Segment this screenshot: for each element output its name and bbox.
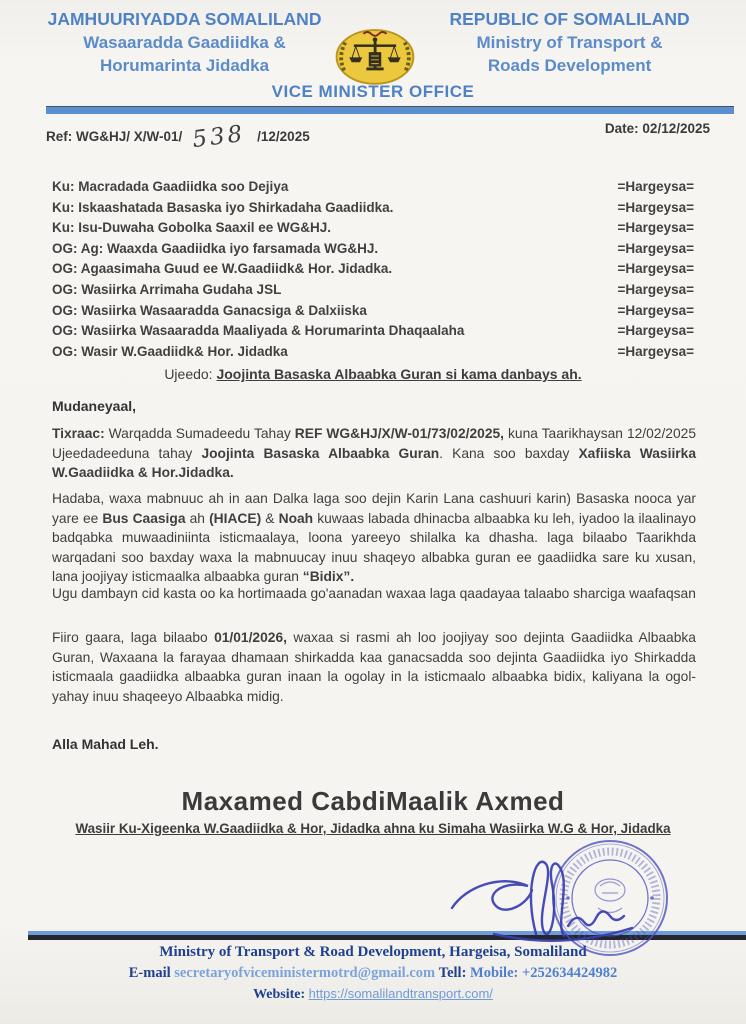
subject-text: Joojinta Basaska Albaabka Guran si kama danbays ah.	[216, 366, 582, 382]
recipient-location: =Hargeysa=	[617, 199, 694, 215]
text-segment: Noah	[278, 510, 314, 526]
recipient-list	[52, 177, 694, 362]
ref-prefix: Ref: WG&HJ/ X/W-01/	[46, 129, 183, 144]
recipient-label: OG: Wasir W.Gaadiidk& Hor. Jidadka	[52, 343, 288, 359]
signature-icon	[452, 862, 632, 941]
recipient-label: Ku: Macradada Gaadiidka soo Dejiya	[52, 179, 289, 194]
text-segment: waxaa si rasmi ah loo joojiyay soo dejinta Gaadiidka Albaabka Guran, Waxaana la farayaa dhamaan shirkadda kaa ganacsadda soo dejinta Gaadiidka iyo Shirkadda isticmaala gaadiidka albaabka guran inaan la ogolay in la isticmaalo albaabka bidix, kaliyana la ogol-yahay inuu shaqeeyo Albaabka midig.	[52, 630, 696, 704]
recipient-row	[52, 280, 694, 301]
recipient-location: =Hargeysa=	[617, 302, 694, 318]
letter-date: Date: 02/12/2025	[604, 121, 710, 136]
text-segment: (HIACE)	[209, 510, 262, 526]
salutation: Mudaneyaal,	[52, 398, 137, 414]
subject-line	[0, 366, 746, 382]
recipient-location: =Hargeysa=	[617, 281, 694, 297]
paragraph-warning: Ugu dambayn cid kasta oo ka hortimaada go'aanadan waxaa laga qaadayaa talaabo sharciga waafaqsan	[52, 586, 696, 601]
tell-label: Tell:	[438, 965, 467, 981]
recipient-row	[52, 321, 694, 342]
ministry-line1-english: Ministry of Transport &	[476, 32, 663, 52]
subject-label: Ujeedo:	[164, 366, 213, 382]
ref-suffix: /12/2025	[257, 129, 310, 144]
text-segment: Joojinta Basaska Albaabka Guran	[201, 445, 440, 461]
paragraph-reference	[52, 424, 696, 483]
recipient-row	[52, 259, 694, 280]
ref-date-row	[46, 120, 710, 154]
signatory-title: Wasiir Ku-Xigeenka W.Gaadiidka & Hor, Jidadka ahna ku Simaha Wasiirka W.G & Hor, Jidadka	[75, 821, 671, 836]
text-segment: Hadaba, waxa mabnuuc ah in aan Dalka laga soo dejin Karin Lana cashuuri karin) Basaska nooca yar yare ee	[52, 491, 696, 526]
recipient-location: =Hargeysa=	[617, 261, 694, 277]
recipient-label: OG: Wasiirka Arrimaha Gudaha JSL	[52, 281, 282, 297]
recipient-row	[52, 301, 694, 322]
letterhead-english-block	[423, 8, 716, 78]
ref-handwritten-number: 538	[191, 120, 247, 154]
recipient-label: OG: Wasiirka Wasaaradda Ganacsiga & Dalxiiska	[52, 302, 367, 318]
text-segment: kuwaas labada dhinacba albaabka ku leh, iyadoo la ilaalinayo badqabka muwaadiniinta isticmaalaya, loona yareeyo shilalka ka dhasha. laga bilaabo Taarikhda warqadani soo baxday waxa la mabnuucay inuu shaqeyo albabka guran ee gaadiidka sare ku xusan, lana joojiyay isticmaalka albaabka guran	[52, 510, 697, 585]
recipient-location: =Hargeysa=	[617, 323, 694, 339]
recipient-row	[52, 239, 694, 260]
recipient-row	[52, 218, 694, 239]
recipient-label: Ku: Isu-Duwaha Gobolka Saaxil ee WG&HJ.	[52, 220, 332, 236]
recipient-location: =Hargeysa=	[617, 343, 694, 359]
letterhead	[42, 8, 716, 90]
text-segment: “Bidix”.	[302, 569, 355, 585]
signatory-name: Maxamed CabdiMaalik Axmed	[181, 786, 565, 816]
text-segment: Tixraac:	[52, 426, 105, 441]
recipient-label: Ku: Iskaashatada Basaska iyo Shirkadaha Gaadiidka.	[52, 199, 394, 215]
text-segment: ah	[185, 510, 210, 526]
text-segment: kuna Taarikhaysan 12/02/2025 Ujeedadeeduna tahay	[52, 426, 696, 461]
text-segment: REF WG&HJ/X/W-01/73/02/2025,	[294, 426, 504, 441]
website-label: Website:	[253, 987, 306, 1002]
recipient-label: OG: Agaasimaha Guud ee W.Gaadiidk& Hor. Jidadka.	[52, 261, 393, 277]
footer-website-line	[0, 986, 746, 1003]
recipient-location: =Hargeysa=	[617, 220, 694, 236]
email-address: secretaryofviceministermotrd@gmail.com	[174, 965, 436, 981]
text-segment: . Kana soo baxday	[439, 445, 579, 461]
text-segment: Warqadda Sumadeedu Tahay	[104, 426, 295, 441]
text-segment: &	[261, 510, 279, 526]
recipient-label: OG: Wasiirka Wasaaradda Maaliyada & Horumarinta Dhaqaalaha	[52, 323, 465, 339]
ministry-line2-english: Roads Development	[487, 55, 652, 75]
header-divider	[46, 106, 734, 114]
text-segment: 01/01/2026,	[214, 630, 287, 645]
official-stamp-and-signature	[440, 830, 700, 970]
office-title: VICE MINISTER OFFICE	[271, 82, 475, 101]
paragraph-effective-date	[52, 628, 696, 706]
round-stamp-icon	[553, 841, 667, 955]
closing-line: Alla Mahad Leh.	[52, 736, 159, 752]
paragraph-ban-details	[52, 489, 696, 587]
text-segment: Bus Caasiga	[102, 510, 186, 526]
country-title-english: REPUBLIC OF SOMALILAND	[449, 9, 690, 29]
country-title-somali: JAMHUURIYADDA SOMALILAND	[47, 9, 322, 29]
footer-org-line: Ministry of Transport & Road Development, Hargeisa, Somaliland	[159, 944, 587, 960]
recipient-location: =Hargeysa=	[617, 179, 694, 194]
ministry-line2-somali: Horumarinta Jidadka	[99, 55, 270, 75]
recipient-row	[52, 342, 694, 363]
ministry-line1-somali: Wasaaradda Gaadiidka &	[83, 32, 286, 52]
recipient-row	[52, 198, 694, 219]
letterhead-somali-block	[42, 8, 327, 78]
email-label: E-mail	[128, 965, 171, 981]
text-segment: Xafiiska Wasiirka W.Gaadiidka & Hor.Jidadka.	[52, 445, 696, 481]
mobile-number: Mobile: +252634424982	[470, 965, 618, 981]
recipient-label: OG: Ag: Waaxda Gaadiidka iyo farsamada WG&HJ.	[52, 240, 379, 256]
website-url: https://somalilandtransport.com/	[308, 986, 493, 1001]
somaliland-coat-of-arms-icon	[327, 20, 423, 90]
recipient-row	[52, 177, 694, 198]
ref-number	[46, 120, 310, 154]
text-segment: Fiiro gaara, laga bilaabo	[52, 630, 215, 645]
recipient-location: =Hargeysa=	[617, 240, 694, 256]
